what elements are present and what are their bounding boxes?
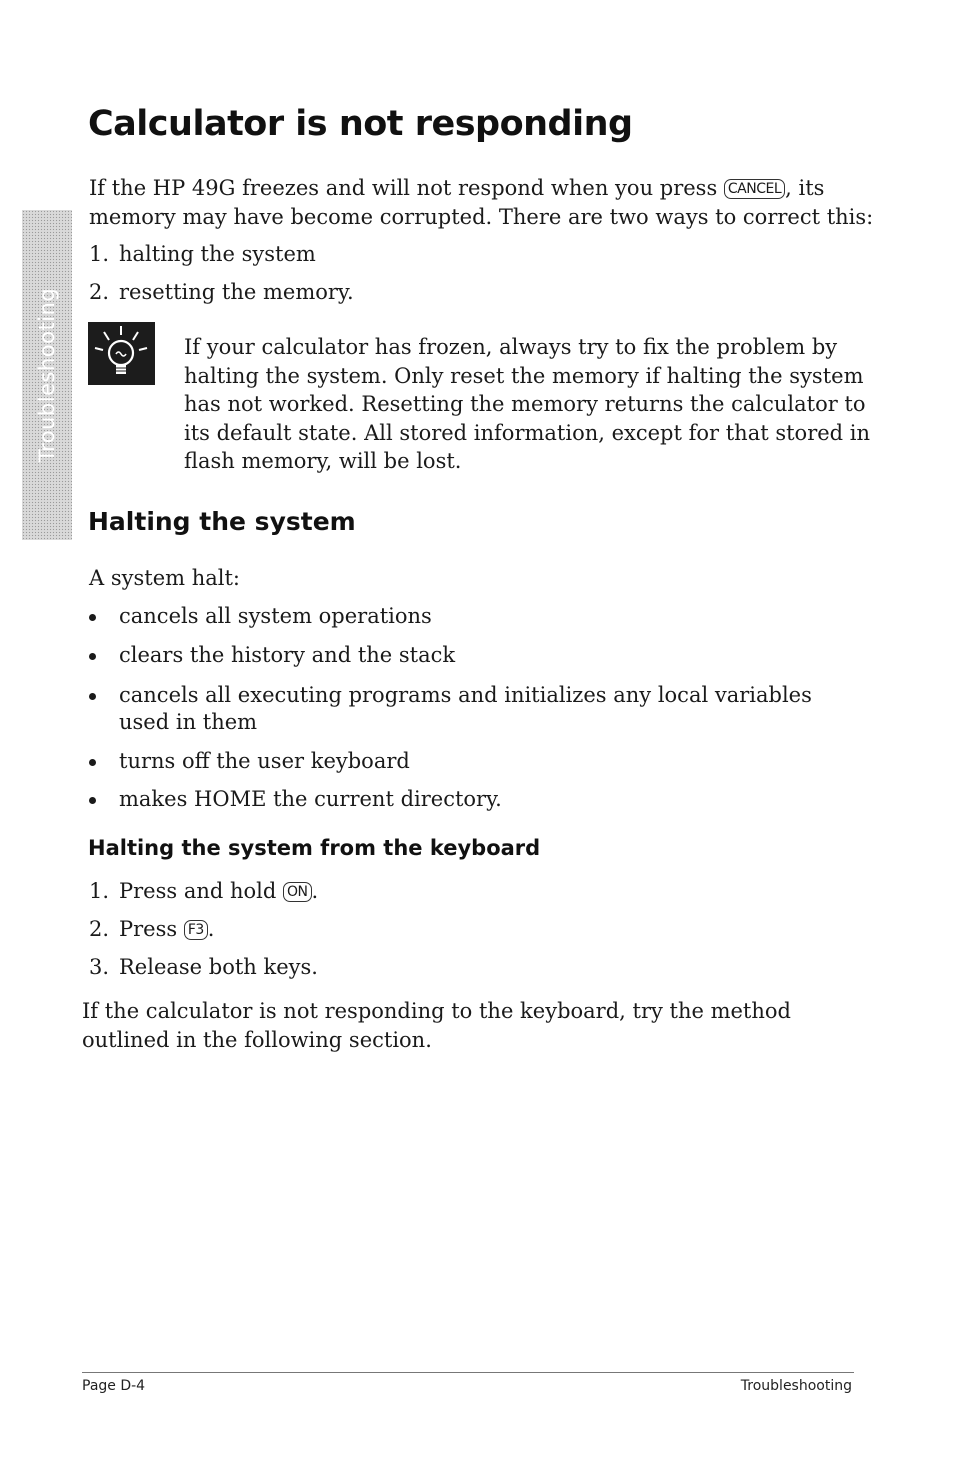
step-number: 1. xyxy=(89,879,110,903)
page-number: Page D-4 xyxy=(82,1378,146,1394)
page-title: Calculator is not responding xyxy=(88,104,633,144)
bullet-text: makes HOME the current directory. xyxy=(119,787,502,811)
on-key: ON xyxy=(283,882,312,902)
step-number: 2. xyxy=(89,917,110,941)
bullet-item xyxy=(89,603,859,630)
closing-paragraph: If the calculator is not responding to the keyboard, try the method outlined in the following section. xyxy=(82,999,791,1052)
list-item-number: 1. xyxy=(89,242,110,266)
section-heading: Halting the system xyxy=(88,507,356,536)
footer-divider xyxy=(82,1372,854,1373)
list-item-text: resetting the memory. xyxy=(119,280,354,304)
bullet-icon xyxy=(89,653,96,660)
subsection-heading: Halting the system from the keyboard xyxy=(88,836,541,860)
bullet-icon xyxy=(89,614,96,621)
list-item xyxy=(89,240,316,269)
step-item xyxy=(89,915,214,944)
cancel-key: CANCEL xyxy=(724,179,785,199)
bullet-item xyxy=(89,682,859,736)
bullet-text: cancels all system operations xyxy=(119,604,432,628)
tip-paragraph: If your calculator has frozen, always try to fix the problem by halting the system. Only reset the memory if halting the system has not worked. Resetting the memory returns the calculator to its default state. All stored information, except for that stored in flash memory, will be lost. xyxy=(184,335,871,473)
step-item xyxy=(89,877,318,906)
bullet-text: cancels all executing programs and initializes any local variables used in them xyxy=(119,683,812,734)
f3-key: F3 xyxy=(184,920,208,940)
bullet-item xyxy=(89,748,859,775)
intro-text-before: If the HP 49G freezes and will not respond when you press xyxy=(89,176,724,200)
list-item xyxy=(89,278,354,307)
bullet-icon xyxy=(89,693,96,700)
bullet-text: clears the history and the stack xyxy=(119,643,456,667)
list-item-number: 2. xyxy=(89,280,110,304)
chapter-side-tab xyxy=(22,210,72,540)
bullet-item xyxy=(89,786,859,813)
section-lead: A system halt: xyxy=(89,566,240,590)
step-text: Press xyxy=(119,917,184,941)
step-text: Release both keys. xyxy=(119,955,318,979)
bullet-item xyxy=(89,642,859,669)
step-text-after: . xyxy=(311,879,319,903)
lightbulb-icon xyxy=(88,322,155,385)
step-number: 3. xyxy=(89,955,110,979)
step-text: Press and hold xyxy=(119,879,283,903)
bullet-icon xyxy=(89,797,96,804)
list-item-text: halting the system xyxy=(119,242,316,266)
bullet-icon xyxy=(89,759,96,766)
step-text-after: . xyxy=(207,917,215,941)
intro-paragraph xyxy=(89,174,879,232)
chapter-side-tab-label: Troubleshooting xyxy=(35,287,59,463)
step-item xyxy=(89,953,318,982)
intro-text-after: , its memory may have become corrupted. There are two ways to correct this: xyxy=(89,176,874,229)
bullet-text: turns off the user keyboard xyxy=(119,749,410,773)
footer-chapter: Troubleshooting xyxy=(740,1378,852,1394)
